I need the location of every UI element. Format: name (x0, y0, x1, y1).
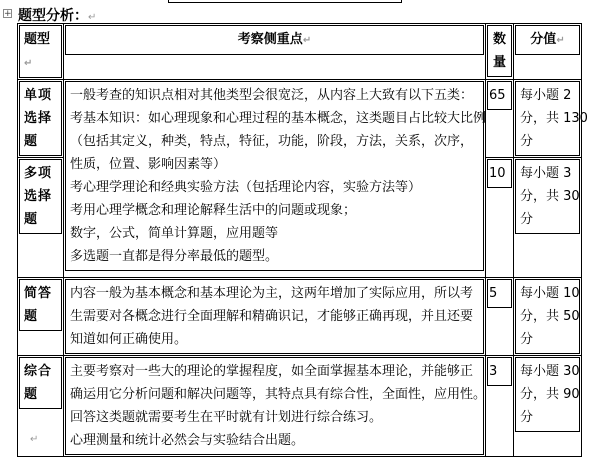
header-focus: 考察侧重点↵ (64, 24, 486, 80)
table-header-row (18, 24, 582, 80)
count-cell: 3 (486, 356, 514, 457)
score-cell: 每小题 3 分，共 30 分 (514, 158, 582, 278)
type-cell: 简答 题 (18, 278, 64, 356)
type-cell: 综合 题 (18, 356, 64, 457)
table-row-short-answer (18, 278, 582, 356)
focus-cell-essay: 主要考察对一些大的理论的掌握程度，如全面掌握基本理论，并能够正 确运用它分析问题和解决问题等，其特点具有综合性，全面性，应用性。 回答这类题就需要考生在平时就有计划进行综合练习。 心理测量和统计必然会与实验结合出题。 (64, 356, 486, 457)
type-cell: 单项 选择 题 (18, 80, 64, 158)
paragraph-mark-icon: ↵ (30, 434, 39, 445)
score-cell: 每小题 2 分，共 130 分 (514, 80, 582, 158)
header-count: 数 量 (486, 24, 514, 80)
page-top-rule (168, 0, 402, 3)
score-cell: 每小题 30 分，共 90 分 (514, 356, 582, 457)
count-cell: 10 (486, 158, 514, 278)
header-score: 分值↵ (514, 24, 582, 80)
header-type: 题型↵ (18, 24, 64, 80)
table-move-handle-icon[interactable]: + (4, 9, 12, 19)
table-row-comprehensive (18, 356, 582, 457)
score-cell: 每小题 10 分，共 50 分 (514, 278, 582, 356)
count-cell: 65 (486, 80, 514, 158)
count-cell: 5 (486, 278, 514, 356)
type-cell: 多项 选择 题 (18, 158, 64, 278)
section-heading: 题型分析：↵ (18, 8, 97, 24)
focus-cell-short: 内容一般为基本概念和基本理论为主，这两年增加了实际应用，所以考 生需要对各概念进行全面理解和精确识记，才能够正确再现，并且还要 知道如何正确使用。 (64, 278, 486, 356)
question-type-table (17, 23, 588, 457)
focus-cell-choice: 一般考查的知识点相对其他类型会很宽泛，从内容上大致有以下五类： 考基本知识：如心理现象和心理过程的基本概念，这类题目占比较大比例 （包括其定义，种类，特点，特征，功能，阶段，方法，关系，次序， 性质，位置、影响因素等） 考心理学理论和经典实验方法（包括理论内容，实验方法等） 考用心理学概念和理论解释生活中的问题或现象； 数字，公式，简单计算题，应用题等 多选题一直都是得分率最低的题型。 (64, 80, 486, 278)
table-row-single-choice (18, 80, 582, 158)
